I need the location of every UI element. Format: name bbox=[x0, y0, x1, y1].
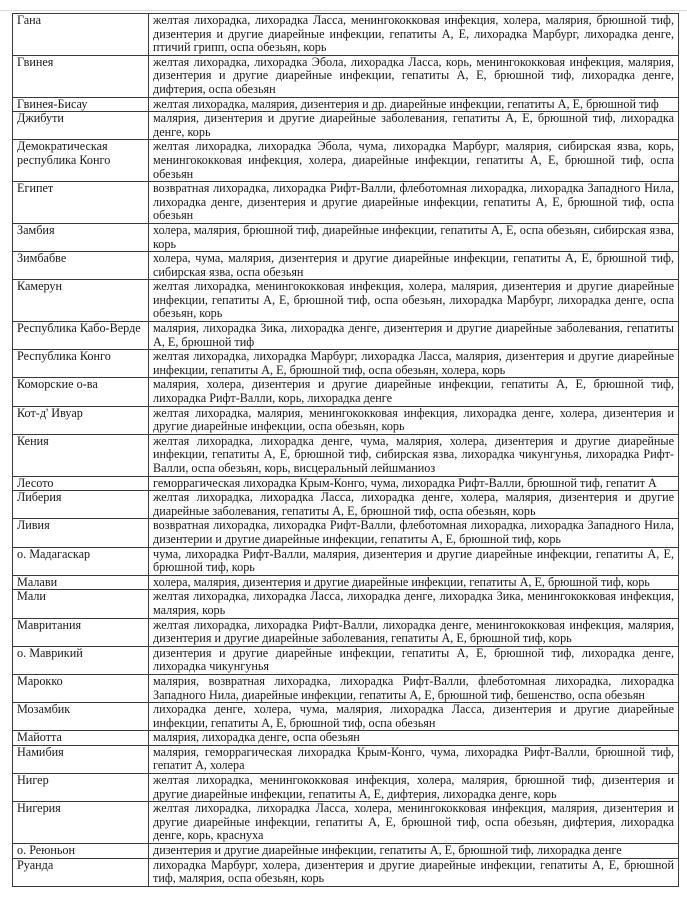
table-row bbox=[13, 252, 679, 280]
diseases-cell: возвратная лихорадка, лихорадка Рифт-Валли, флеботомная лихорадка, лихорадка Западного Нила, лихорадка денге, дизентерия и другие диарейные инфекции, гепатиты А, Е, брюшной тиф, оспа обезьян bbox=[149, 182, 679, 224]
country-cell: Майотта bbox=[13, 731, 149, 746]
table-row bbox=[13, 434, 679, 476]
diseases-cell: малярия, дизентерия и другие диарейные заболевания, гепатиты А, Е, брюшной тиф, лихорадка денге, корь bbox=[149, 112, 679, 140]
diseases-cell: желтая лихорадка, лихорадка Ласса, лихорадка денге, холера, малярия, дизентерия и другие диарейные заболевания, гепатиты А, Е, брюшной тиф, оспа обезьян, корь bbox=[149, 491, 679, 519]
country-cell: Демократическая республика Конго bbox=[13, 140, 149, 182]
diseases-cell: холера, малярия, брюшной тиф, диарейные инфекции, гепатиты А, Е, оспа обезьян, сибирская язва, корь bbox=[149, 223, 679, 251]
table-row bbox=[13, 646, 679, 674]
table-row bbox=[13, 858, 679, 886]
country-cell: Зимбабве bbox=[13, 252, 149, 280]
diseases-cell: желтая лихорадка, лихорадка Марбург, лихорадка Ласса, малярия, дизентерия и другие диарейные инфекции, гепатиты А, Е, брюшной тиф, оспа обезьян, холера, корь bbox=[149, 350, 679, 378]
country-cell: Джибути bbox=[13, 112, 149, 140]
table-row bbox=[13, 378, 679, 406]
country-cell: Нигер bbox=[13, 774, 149, 802]
country-cell: Гвинея-Бисау bbox=[13, 97, 149, 112]
diseases-cell: желтая лихорадка, менингококковая инфекция, холера, малярия, дизентерия и другие диарейные инфекции, гепатиты А, Е, брюшной тиф, оспа обезьян, лихорадка Марбург, лихорадка денге, оспа обезьян, корь bbox=[149, 280, 679, 322]
diseases-cell: желтая лихорадка, лихорадка Эбола, лихорадка Ласса, корь, менингококковая инфекция, малярия, дизентерия и другие диарейные инфекции, гепатиты А, Е, брюшной тиф, лихорадка денге, дифтерия, оспа обезьян bbox=[149, 55, 679, 97]
table-row bbox=[13, 547, 679, 575]
table-row bbox=[13, 774, 679, 802]
table-row bbox=[13, 703, 679, 731]
diseases-cell: желтая лихорадка, лихорадка Ласса, менингококковая инфекция, холера, малярия, брюшной тиф, дизентерия и другие диарейные инфекции, гепатиты А, Е, лихорадка Марбург, лихорадка денге, птичий грипп, оспа обезьян, корь bbox=[149, 14, 679, 56]
diseases-cell: желтая лихорадка, менингококковая инфекция, холера, малярия, брюшной тиф, дизентерия и другие диарейные инфекции, гепатиты А, Е, дифтерия, лихорадка денге, корь bbox=[149, 774, 679, 802]
country-cell: о. Мадагаскар bbox=[13, 547, 149, 575]
country-cell: Либерия bbox=[13, 491, 149, 519]
country-cell: о. Реюньон bbox=[13, 844, 149, 859]
country-cell: Камерун bbox=[13, 280, 149, 322]
country-cell: Нигерия bbox=[13, 802, 149, 844]
country-cell: о. Маврикий bbox=[13, 646, 149, 674]
diseases-cell: желтая лихорадка, лихорадка денге, чума, малярия, холера, дизентерия и другие диарейные инфекции, гепатиты А, Е, брюшной тиф, сибирская язва, лихорадка чикунгунья, лихорадка Рифт-Валли, оспа обезьян, корь, висцеральный лейшманиоз bbox=[149, 434, 679, 476]
table-body bbox=[13, 14, 679, 887]
diseases-cell: дизентерия и другие диарейные инфекции, гепатиты А, Е, брюшной тиф, лихорадка денге, лихорадка чикунгунья bbox=[149, 646, 679, 674]
table-row bbox=[13, 280, 679, 322]
diseases-cell: желтая лихорадка, малярия, менингококковая инфекция, лихорадка денге, холера, дизентерия и другие диарейные инфекции, оспа обезьян, корь bbox=[149, 406, 679, 434]
table-row bbox=[13, 618, 679, 646]
table-row bbox=[13, 731, 679, 746]
table-row bbox=[13, 112, 679, 140]
diseases-cell: холера, малярия, дизентерия и другие диарейные инфекции, гепатиты А, Е, брюшной тиф, корь bbox=[149, 575, 679, 590]
table-row bbox=[13, 406, 679, 434]
diseases-cell: лихорадка Марбург, холера, дизентерия и другие диарейные инфекции, гепатиты А, Е, брюшной тиф, малярия, оспа обезьян, корь bbox=[149, 858, 679, 886]
country-cell: Кения bbox=[13, 434, 149, 476]
table-row bbox=[13, 590, 679, 618]
country-cell: Египет bbox=[13, 182, 149, 224]
diseases-cell: малярия, холера, дизентерия и другие диарейные инфекции, гепатиты А, Е, брюшной тиф, лихорадка Рифт-Валли, корь, лихорадка денге bbox=[149, 378, 679, 406]
diseases-cell: чума, лихорадка Рифт-Валли, малярия, дизентерия и другие диарейные инфекции, гепатиты А, Е, брюшной тиф, корь bbox=[149, 547, 679, 575]
table-row bbox=[13, 182, 679, 224]
diseases-cell: малярия, лихорадка денге, оспа обезьян bbox=[149, 731, 679, 746]
table-row bbox=[13, 519, 679, 547]
country-cell: Коморские о-ва bbox=[13, 378, 149, 406]
diseases-cell: желтая лихорадка, лихорадка Ласса, холера, менингококковая инфекция, малярия, дизентерия и другие диарейные инфекции, гепатиты А, Е, брюшной тиф, оспа обезьян, дифтерия, лихорадка денге, корь, краснуха bbox=[149, 802, 679, 844]
table-row bbox=[13, 55, 679, 97]
table-row bbox=[13, 223, 679, 251]
table-row bbox=[13, 674, 679, 702]
table-row bbox=[13, 140, 679, 182]
country-cell: Республика Кабо-Верде bbox=[13, 322, 149, 350]
table-row bbox=[13, 322, 679, 350]
table-row bbox=[13, 491, 679, 519]
diseases-cell: малярия, возвратная лихорадка, лихорадка Рифт-Валли, флеботомная лихорадка, лихорадка Западного Нила, диарейные инфекции, гепатиты А, Е, брюшной тиф, бешенство, оспа обезьян bbox=[149, 674, 679, 702]
diseases-cell: холера, чума, малярия, дизентерия и другие диарейные инфекции, гепатиты А, Е, брюшной тиф, сибирская язва, оспа обезьян bbox=[149, 252, 679, 280]
diseases-cell: желтая лихорадка, лихорадка Рифт-Валли, лихорадка денге, менингококковая инфекция, малярия, дизентерия и другие диарейные заболевания, гепатиты А, Е, брюшной тиф, корь bbox=[149, 618, 679, 646]
table-row bbox=[13, 476, 679, 491]
diseases-cell: желтая лихорадка, малярия, дизентерия и др. диарейные инфекции, гепатиты А, Е, брюшной тиф bbox=[149, 97, 679, 112]
table-row bbox=[13, 844, 679, 859]
table-row bbox=[13, 14, 679, 56]
country-cell: Марокко bbox=[13, 674, 149, 702]
page-top-edge bbox=[0, 10, 687, 11]
country-cell: Мавритания bbox=[13, 618, 149, 646]
country-cell: Гана bbox=[13, 14, 149, 56]
diseases-cell: желтая лихорадка, лихорадка Ласса, лихорадка денге, лихорадка Зика, менингококковая инфекция, малярия, корь bbox=[149, 590, 679, 618]
country-cell: Руанда bbox=[13, 858, 149, 886]
country-cell: Намибия bbox=[13, 745, 149, 773]
country-cell: Мозамбик bbox=[13, 703, 149, 731]
country-cell: Малави bbox=[13, 575, 149, 590]
diseases-cell: дизентерия и другие диарейные инфекции, гепатиты А, Е, брюшной тиф, лихорадка денге bbox=[149, 844, 679, 859]
table-row bbox=[13, 745, 679, 773]
country-cell: Замбия bbox=[13, 223, 149, 251]
country-cell: Мали bbox=[13, 590, 149, 618]
diseases-cell: возвратная лихорадка, лихорадка Рифт-Валли, флеботомная лихорадка, лихорадка Западного Нила, дизентерии и другие диарейные инфекции, гепатиты А, Е, брюшной тиф, корь bbox=[149, 519, 679, 547]
table-row bbox=[13, 575, 679, 590]
country-diseases-table bbox=[12, 13, 679, 887]
diseases-cell: желтая лихорадка, лихорадка Эбола, чума, лихорадка Марбург, малярия, сибирская язва, корь, менингококковая инфекция, холера, диарейные инфекции, гепатиты А, Е, брюшной тиф, оспа обезьян bbox=[149, 140, 679, 182]
country-cell: Республика Конго bbox=[13, 350, 149, 378]
table-row bbox=[13, 97, 679, 112]
table-row bbox=[13, 802, 679, 844]
country-cell: Гвинея bbox=[13, 55, 149, 97]
diseases-cell: геморрагическая лихорадка Крым-Конго, чума, лихорадка Рифт-Валли, брюшной тиф, гепатит А bbox=[149, 476, 679, 491]
table-row bbox=[13, 350, 679, 378]
country-cell: Кот-д' Ивуар bbox=[13, 406, 149, 434]
diseases-cell: малярия, лихорадка Зика, лихорадка денге, дизентерия и другие диарейные заболевания, гепатиты А, Е, брюшной тиф bbox=[149, 322, 679, 350]
diseases-cell: лихорадка денге, холера, чума, малярия, лихорадка Ласса, дизентерия и другие диарейные инфекции, гепатиты А, Е, брюшной тиф, оспа обезьян bbox=[149, 703, 679, 731]
country-cell: Ливия bbox=[13, 519, 149, 547]
country-cell: Лесото bbox=[13, 476, 149, 491]
diseases-cell: малярия, геморрагическая лихорадка Крым-Конго, чума, лихорадка Рифт-Валли, брюшной тиф, гепатит А, холера bbox=[149, 745, 679, 773]
